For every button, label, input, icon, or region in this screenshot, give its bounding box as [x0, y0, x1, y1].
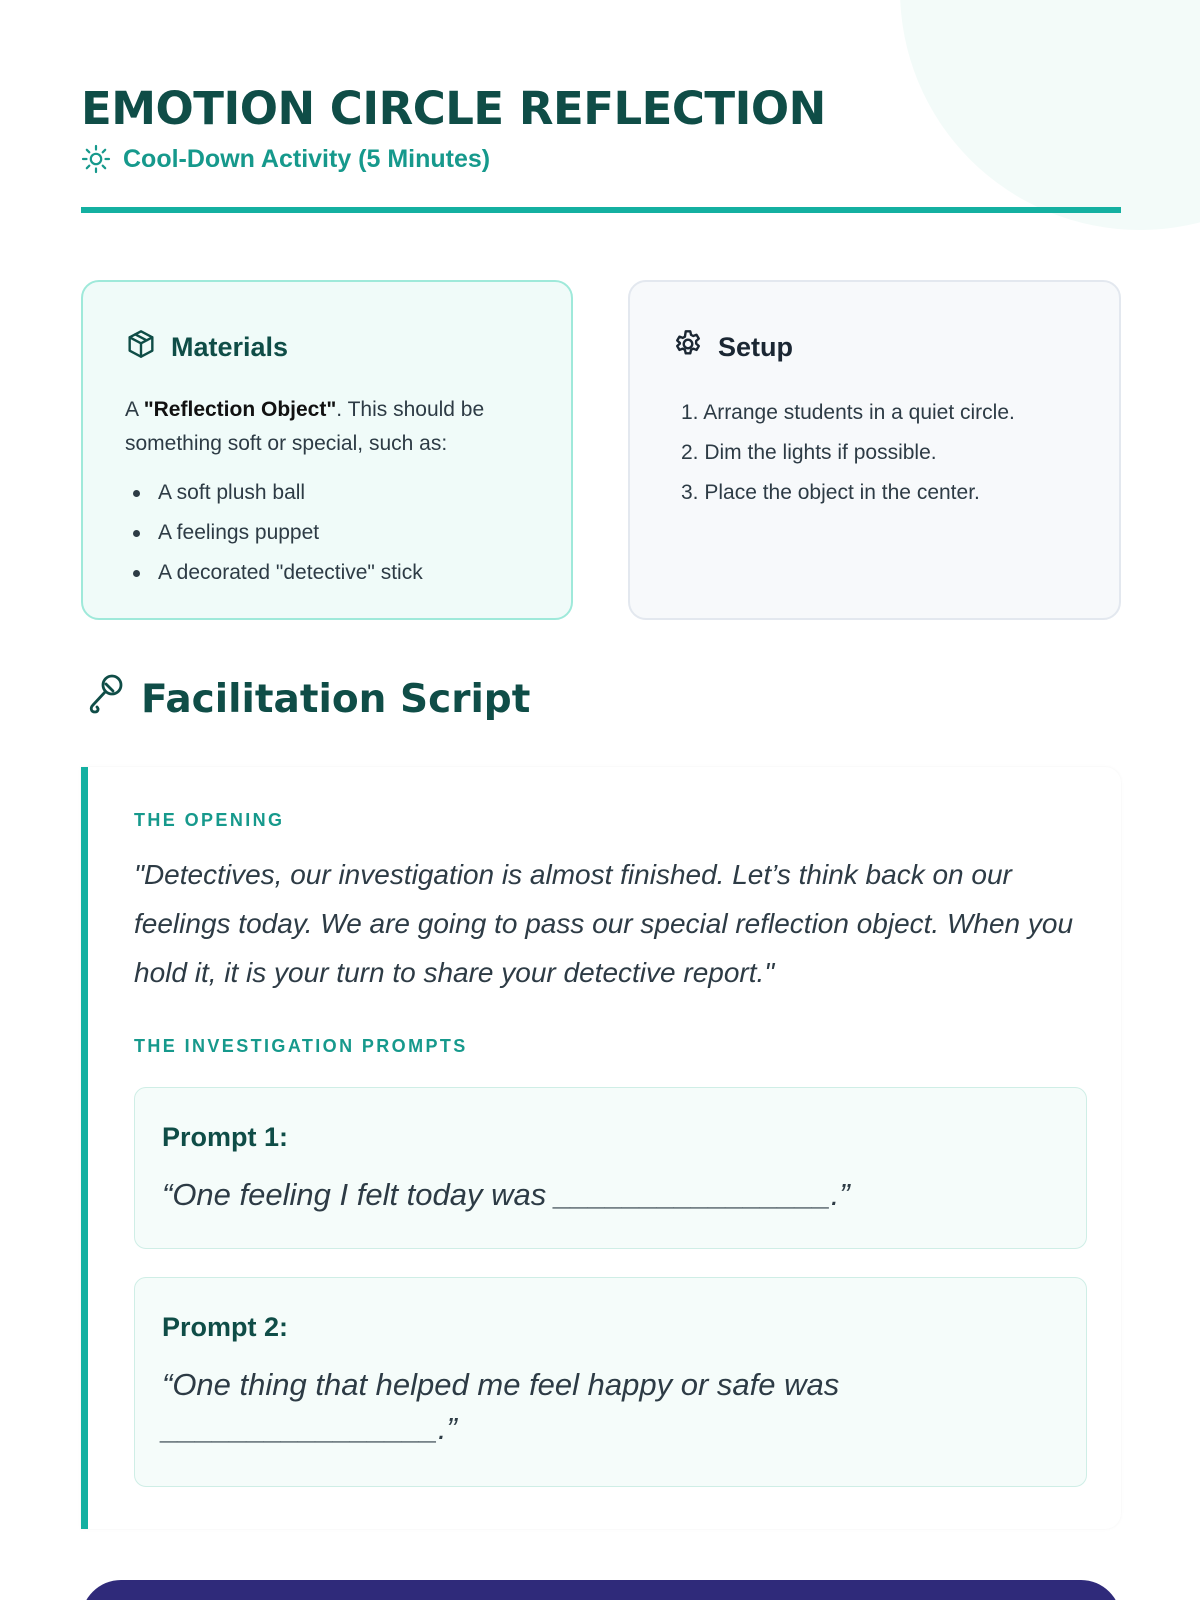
- setup-step: 3. Place the object in the center.: [681, 481, 980, 504]
- list-item: A feelings puppet: [125, 513, 529, 553]
- corner-decoration: [900, 0, 1200, 230]
- gear-icon: [672, 328, 704, 367]
- activity-subtitle: [81, 144, 490, 174]
- opening-text: "Detectives, our investigation is almost finished. Let’s think back on our feelings today. We are going to pass our special reflection object. When you hold it, it is your turn to share your detective report.": [134, 859, 1074, 988]
- prompt-text: “One feeling I felt today was ________________.”: [162, 1177, 850, 1212]
- materials-heading: [125, 328, 529, 367]
- materials-card: [81, 280, 573, 620]
- setup-step: 2. Dim the lights if possible.: [681, 441, 937, 464]
- footer-banner: [81, 1580, 1121, 1600]
- facilitation-script-label: Facilitation Script: [141, 676, 531, 722]
- reflection-object-term: "Reflection Object": [143, 398, 337, 421]
- materials-heading-label: Materials: [171, 332, 289, 362]
- sun-icon: [81, 144, 111, 174]
- opening-label: THE OPENING: [134, 810, 285, 830]
- materials-intro-suffix: . This should be something soft or special, such as:: [125, 398, 485, 455]
- page-title: EMOTION CIRCLE REFLECTION: [81, 82, 826, 135]
- setup-card: [628, 280, 1121, 620]
- materials-intro: [125, 393, 529, 461]
- microphone-icon: [85, 672, 125, 726]
- prompt-text: “One thing that helped me feel happy or safe was ________________.”: [162, 1367, 840, 1446]
- prompt-label: Prompt 1:: [162, 1122, 289, 1152]
- setup-heading: [672, 328, 1077, 367]
- materials-intro-prefix: A: [125, 398, 144, 421]
- box-icon: [125, 328, 157, 367]
- prompts-label: THE INVESTIGATION PROMPTS: [134, 1036, 468, 1056]
- title-divider: [81, 207, 1121, 213]
- list-item: A decorated "detective" stick: [125, 553, 529, 593]
- prompt-label: Prompt 2:: [162, 1312, 289, 1342]
- setup-steps: [672, 393, 1077, 513]
- list-item: A soft plush ball: [125, 473, 529, 513]
- facilitation-script-heading: [85, 672, 530, 726]
- script-box: [81, 767, 1121, 1529]
- setup-step: 1. Arrange students in a quiet circle.: [681, 401, 1015, 424]
- prompt-card: [134, 1277, 1087, 1487]
- materials-list: [125, 473, 529, 593]
- setup-heading-label: Setup: [718, 332, 794, 362]
- subtitle-text: Cool-Down Activity (5 Minutes): [123, 144, 491, 173]
- prompt-card: [134, 1087, 1087, 1249]
